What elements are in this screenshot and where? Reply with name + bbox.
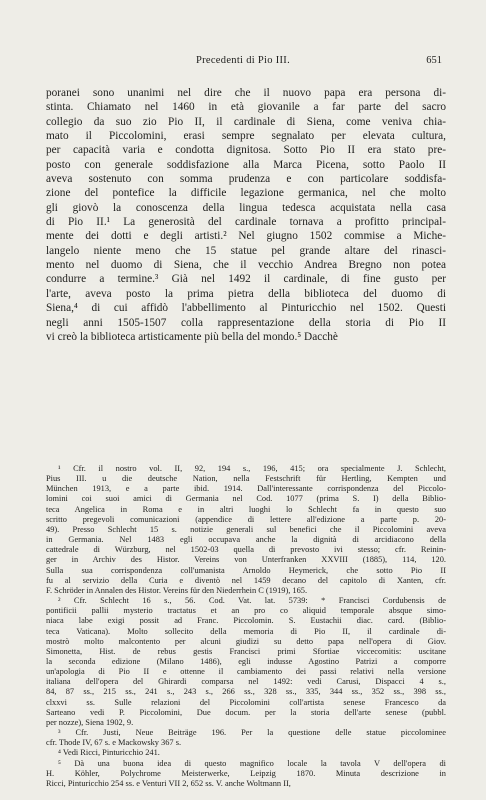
footnote-line: ⁵ Dà una buona idea di questo magnifico locale la tavola V dell'opera di — [58, 758, 446, 768]
text-line: mente dei dotti e degli artisti.² Nel giugno 1502 commise a Miche- — [46, 230, 446, 243]
footnote-line: italiana dell'opera del Ghirardi comparsa nel 1492: vedi Carusi, Dispacci 4 s., — [46, 677, 446, 687]
text-line: negli anni 1505-1507 colla rappresentazione della storia di Pio II — [46, 316, 446, 329]
footnote-line: fu al servizio della Curia e diventò nel 1459 decano del capitolo di Xanten, cfr. — [46, 575, 446, 585]
footnote-line: ² Cfr. Schlecht 16 s., 56. Cod. Vat. lat. 5739: * Francisci Cordubensis de — [58, 596, 446, 606]
text-line: langelo niente meno che 15 statue pel grande altare del rinasci- — [46, 244, 446, 257]
footnote-line: pontificii pallii mysterio tractatus et an pro co aliquid temporale absque simo- — [46, 606, 446, 616]
text-line: mento nel duomo di Siena, che il vecchio Andrea Bregno non potea — [46, 259, 446, 272]
footnote-line: Sarteano vedi P. Piccolomini, Due docum. per la storia dell'arte senese (pubbl. — [46, 707, 446, 717]
footnote-line: 84, 87 ss., 215 ss., 241 s., 243 s., 266 ss., 328 ss., 335, 344 ss., 352 ss., 398 ss., — [46, 687, 446, 697]
text-line: zione del pontefice la difficile legazione germanica, nel che molto — [46, 187, 446, 200]
footnote-line: per nozze), Siena 1902, 9. — [46, 717, 134, 727]
text-line: l'arte, aveva posto la prima pietra della biblioteca del duomo di — [46, 287, 446, 300]
text-line: di Pio II.¹ La generosità del cardinale tornava a profitto principal- — [46, 216, 446, 229]
footnote-line: München 1913, e a parte ibid. 1914. Dall'interessante corrispondenza del Piccolo- — [46, 484, 446, 494]
footnote-line: ³ Cfr. Justi, Neue Beiträge 196. Per la questione delle statue piccolominee — [58, 728, 446, 738]
page-header — [0, 0, 486, 68]
page-number: 651 — [426, 55, 442, 66]
footnote-line: F. Schröder in Annalen des Histor. Vereins für den Niederrhein C (1919), 165. — [46, 585, 308, 595]
text-line: collegio da suo zio Pio II, il cardinale di Siena, come veniva chia- — [46, 115, 446, 128]
footnote-line: clxxvi ss. Sulle relazioni del Piccolomini coll'artista senese Francesco da — [46, 697, 446, 707]
footnotes — [46, 464, 446, 789]
footnote-line: ger in Archiv des Histor. Vereins von Unterfranken XXVIII (1885), 114, 120. — [46, 555, 446, 565]
footnote-line: Sulla sua corrispondenza coll'umanista Arnoldo Heymerick, che sotto Pio II — [46, 565, 446, 575]
text-line: gli giovò la conoscenza della lingua tedesca acquistata nella casa — [46, 201, 446, 214]
footnote-line: Simonetta, Hist. de rebus gestis Francisci primi Sfortiae viccecomitis: uscitane — [46, 646, 446, 656]
footnote-line: scritto pregevoli comunicazioni (appendice di lettere all'edizione a parte p. 20- — [46, 514, 446, 524]
footnote-line: un'apologia di Pio II e ottenne il cambiamento dei passi relativi nella versione — [46, 667, 446, 677]
text-line: posto con generale soddisfazione alla Marca Picena, sotto Paolo II — [46, 158, 446, 171]
text-line: per capacità varia e condotta dignitosa. Sotto Pio II era stato pre- — [46, 144, 446, 157]
footnote-line: cfr. Thode IV, 67 s. e Mackowsky 367 s. — [46, 738, 182, 748]
running-title: Precedenti di Pio III. — [195, 55, 291, 66]
footnote-line: niaca labe exigi possit ad Franc. Piccolomin. S. Eustachii diac. card. (Biblio- — [46, 616, 446, 626]
footnote-line: H. Köhler, Polychrome Meisterwerke, Leipzig 1870. Minuta descrizione in — [46, 768, 446, 778]
text-line: vi creò la biblioteca artisticamente più bella del mondo.⁵ Dacchè — [46, 330, 338, 343]
footnote-line: la seconda edizione (Milano 1486), egli indusse Agostino Patrizi a comporre — [46, 656, 446, 666]
footnote-line: lomini coi suoi amici di Germania nel Cod. 1077 (prima S. I) della Biblio- — [46, 494, 446, 504]
footnote-line: Pius III. u die deutsche Nation, nella Festschrift für Hertling, Kempten und — [46, 474, 446, 484]
footnote-line: Ricci, Pinturicchio 254 ss. e Venturi VII 2, 652 ss. V. anche Woltmann II, — [46, 778, 291, 788]
footnote-line: cattedrale di Würzburg, nel 1502-03 quella di prevosto ivi stesso; cfr. Reinin- — [46, 545, 446, 555]
footnote-line: 49). Presso Schlecht 15 s. notizie generali sul benefici che il Piccolomini aveva — [46, 524, 446, 534]
footnote-line: mostrò molto malcontento per alcuni giudizi su detto papa nell'opera di Giov. — [46, 636, 446, 646]
text-line: poranei sono unanimi nel dire che il nuovo papa era persona di- — [46, 87, 446, 99]
text-line: stinta. Chiamato nel 1460 in età giovanile a far parte del sacro — [46, 101, 446, 114]
footnote-line: ⁴ Vedi Ricci, Pinturicchio 241. — [58, 748, 160, 758]
footnote-line: ¹ Cfr. il nostro vol. II, 92, 194 s., 196, 415; ora specialmente J. Schlecht, — [58, 464, 446, 473]
text-line: condurre a termine.³ Già nel 1492 il cardinale, di fine gusto per — [46, 273, 446, 286]
footnote-line: in Germania. Nel 1483 egli occupava anche la dignità di arcidiacono della — [46, 535, 446, 545]
text-line: aveva sostenuto con somma prudenza e con particolare soddisfa- — [46, 173, 446, 186]
text-line: Siena,⁴ di cui affidò l'abbellimento al Pinturicchio nel 1502. Questi — [46, 302, 446, 315]
footnote-line: teca Vaticana). Molto sollecito della memoria di Pio II, il cardinale di- — [46, 626, 446, 636]
text-line: mato il Piccolomini, erasi sempre segnalato per elevata cultura, — [46, 130, 446, 143]
main-text — [46, 86, 446, 344]
footnote-line: teca Angelica in Roma e in altri luoghi lo Schlecht fa in questo suo — [46, 504, 446, 514]
